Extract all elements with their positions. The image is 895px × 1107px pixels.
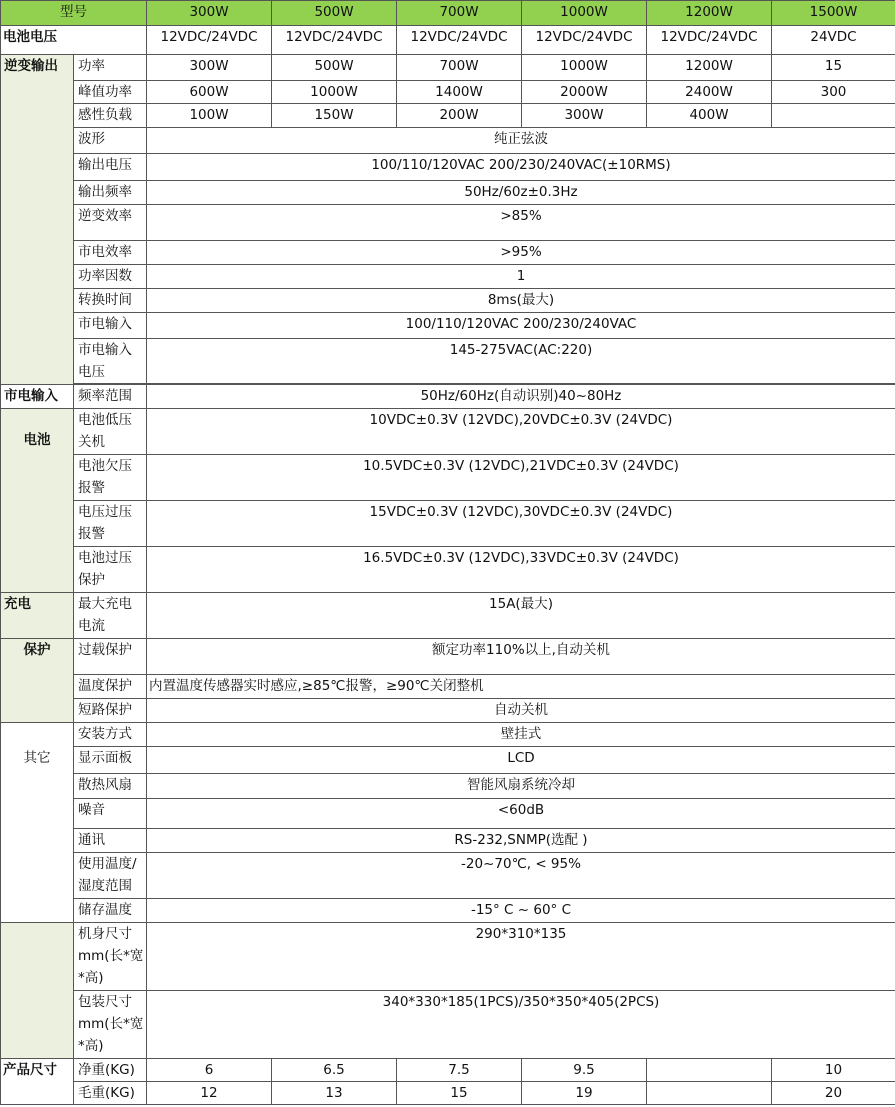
row-label: 市电效率 xyxy=(74,241,147,265)
table-row xyxy=(1,799,895,829)
row-label: 感性负载 xyxy=(74,104,147,128)
cell: 12VDC/24VDC xyxy=(397,26,522,55)
cell: 16.5VDC±0.3V (12VDC),33VDC±0.3V (24VDC) xyxy=(147,547,895,593)
cell: 300 xyxy=(772,81,895,104)
table-row xyxy=(1,265,895,289)
cell: 壁挂式 xyxy=(147,723,895,747)
row-label: 波形 xyxy=(74,128,147,154)
cell: 15 xyxy=(772,55,895,81)
cell: 2400W xyxy=(647,81,772,104)
cell: 12VDC/24VDC xyxy=(647,26,772,55)
table-row xyxy=(1,593,895,639)
cell: 300W xyxy=(522,104,647,128)
row-label: 包装尺寸mm(长*宽*高) xyxy=(74,991,147,1059)
cell: 340*330*185(1PCS)/350*350*405(2PCS) xyxy=(147,991,895,1059)
row-label: 输出电压 xyxy=(74,154,147,181)
table-row xyxy=(1,639,895,675)
row-label: 输出频率 xyxy=(74,181,147,205)
category-spacer xyxy=(1,723,74,747)
cell: 20 xyxy=(772,1082,895,1105)
cell: 19 xyxy=(522,1082,647,1105)
cell: 6 xyxy=(147,1059,272,1082)
cell: 额定功率110%以上,自动关机 xyxy=(147,639,895,675)
table-row xyxy=(1,1082,895,1105)
cell: 8ms(最大) xyxy=(147,289,895,313)
cell: 10 xyxy=(772,1059,895,1082)
cell: -20~70℃, < 95% xyxy=(147,853,895,899)
cell: 1200W xyxy=(647,55,772,81)
row-label: 噪音 xyxy=(74,799,147,829)
cell xyxy=(647,1059,772,1082)
cell: 12VDC/24VDC xyxy=(272,26,397,55)
table-row xyxy=(1,991,895,1059)
table-row xyxy=(1,675,895,699)
category-inverter-output: 逆变输出 xyxy=(1,55,74,385)
cell: 50Hz/60Hz(自动识别)40~80Hz xyxy=(147,385,895,409)
cell: 300W xyxy=(147,55,272,81)
category-protection: 保护 xyxy=(1,639,74,723)
battery-voltage-label: 电池电压 xyxy=(1,26,147,55)
cell: 600W xyxy=(147,81,272,104)
cell: 10VDC±0.3V (12VDC),20VDC±0.3V (24VDC) xyxy=(147,409,895,455)
table-row xyxy=(1,547,895,593)
cell: 100/110/120VAC 200/230/240VAC xyxy=(147,313,895,339)
cell: 700W xyxy=(397,55,522,81)
table-row xyxy=(1,774,895,799)
row-label: 市电输入 xyxy=(74,313,147,339)
row-label: 储存温度 xyxy=(74,899,147,923)
header-row xyxy=(1,1,895,26)
table-row xyxy=(1,899,895,923)
category-dimensions: 产品尺寸 xyxy=(1,1059,74,1105)
cell: 1400W xyxy=(397,81,522,104)
model-1200w: 1200W xyxy=(647,1,772,26)
cell: 内置温度传感器实时感应,≥85℃报警，≥90℃关闭整机 xyxy=(147,675,895,699)
category-spacer xyxy=(1,923,74,991)
row-label: 净重(KG) xyxy=(74,1059,147,1082)
cell: 7.5 xyxy=(397,1059,522,1082)
cell: 智能风扇系统冷却 xyxy=(147,774,895,799)
cell: 12VDC/24VDC xyxy=(522,26,647,55)
model-label: 型号 xyxy=(1,1,147,26)
category-other: 其它 xyxy=(1,747,74,923)
cell: 50Hz/60z±0.3Hz xyxy=(147,181,895,205)
row-label: 机身尺寸mm(长*宽*高) xyxy=(74,923,147,991)
row-label: 电池欠压报警 xyxy=(74,455,147,501)
category-charging: 充电 xyxy=(1,593,74,639)
cell: 15A(最大) xyxy=(147,593,895,639)
cell: 145-275VAC(AC:220) xyxy=(147,339,895,384)
cell: 1 xyxy=(147,265,895,289)
table-row xyxy=(1,154,895,181)
table-row xyxy=(1,923,895,991)
row-label: 转换时间 xyxy=(74,289,147,313)
category-battery: 电池 xyxy=(1,409,74,593)
cell: 10.5VDC±0.3V (12VDC),21VDC±0.3V (24VDC) xyxy=(147,455,895,501)
table-row xyxy=(1,455,895,501)
row-label: 温度保护 xyxy=(74,675,147,699)
row-label: 电压过压报警 xyxy=(74,501,147,547)
cell: RS-232,SNMP(选配 ) xyxy=(147,829,895,853)
category-mains-input: 市电输入 xyxy=(1,385,74,409)
cell: 290*310*135 xyxy=(147,923,895,991)
cell: 100/110/120VAC 200/230/240VAC(±10RMS) xyxy=(147,154,895,181)
table-row xyxy=(1,289,895,313)
table-row xyxy=(1,339,895,384)
cell: LCD xyxy=(147,747,895,774)
table-row xyxy=(1,313,895,339)
cell: 13 xyxy=(272,1082,397,1105)
row-label: 过载保护 xyxy=(74,639,147,675)
row-label: 功率 xyxy=(74,55,147,81)
model-500w: 500W xyxy=(272,1,397,26)
table-row xyxy=(1,385,895,409)
table-row xyxy=(1,853,895,899)
cell: 400W xyxy=(647,104,772,128)
cell: 1000W xyxy=(272,81,397,104)
table-row xyxy=(1,181,895,205)
cell: 12 xyxy=(147,1082,272,1105)
table-row xyxy=(1,829,895,853)
row-label: 电池低压关机 xyxy=(74,409,147,455)
cell: 15 xyxy=(397,1082,522,1105)
model-1500w: 1500W xyxy=(772,1,895,26)
table-row xyxy=(1,55,895,81)
cell: <60dB xyxy=(147,799,895,829)
table-row xyxy=(1,409,895,455)
table-row xyxy=(1,501,895,547)
table-row xyxy=(1,205,895,241)
cell: 9.5 xyxy=(522,1059,647,1082)
row-label: 使用温度/湿度范围 xyxy=(74,853,147,899)
row-label: 峰值功率 xyxy=(74,81,147,104)
cell: 12VDC/24VDC xyxy=(147,26,272,55)
category-spacer xyxy=(1,991,74,1059)
table-row xyxy=(1,81,895,104)
table-row xyxy=(1,699,895,723)
row-label: 市电输入电压 xyxy=(74,339,147,384)
cell: 100W xyxy=(147,104,272,128)
row-label: 最大充电电流 xyxy=(74,593,147,639)
cell: -15° C ~ 60° C xyxy=(147,899,895,923)
cell: 150W xyxy=(272,104,397,128)
cell: 15VDC±0.3V (12VDC),30VDC±0.3V (24VDC) xyxy=(147,501,895,547)
cell: 24VDC xyxy=(772,26,895,55)
row-label: 逆变效率 xyxy=(74,205,147,241)
cell: 自动关机 xyxy=(147,699,895,723)
model-700w: 700W xyxy=(397,1,522,26)
table-row xyxy=(1,241,895,265)
table-row xyxy=(1,1059,895,1082)
cell: 1000W xyxy=(522,55,647,81)
model-300w: 300W xyxy=(147,1,272,26)
cell: 6.5 xyxy=(272,1059,397,1082)
cell: 纯正弦波 xyxy=(147,128,895,154)
row-label: 散热风扇 xyxy=(74,774,147,799)
table-row xyxy=(1,128,895,154)
model-1000w: 1000W xyxy=(522,1,647,26)
table-row xyxy=(1,723,895,747)
row-label: 短路保护 xyxy=(74,699,147,723)
cell xyxy=(647,1082,772,1105)
cell: 500W xyxy=(272,55,397,81)
cell: >85% xyxy=(147,205,895,241)
row-label: 电池过压保护 xyxy=(74,547,147,593)
cell xyxy=(772,104,895,128)
row-label: 功率因数 xyxy=(74,265,147,289)
cell: 200W xyxy=(397,104,522,128)
row-label: 显示面板 xyxy=(74,747,147,774)
table-row xyxy=(1,747,895,774)
row-label: 频率范围 xyxy=(74,385,147,409)
row-label: 安装方式 xyxy=(74,723,147,747)
cell: >95% xyxy=(147,241,895,265)
table-row xyxy=(1,104,895,128)
row-label: 通讯 xyxy=(74,829,147,853)
row-label: 毛重(KG) xyxy=(74,1082,147,1105)
cell: 2000W xyxy=(522,81,647,104)
battery-voltage-row xyxy=(1,26,895,55)
